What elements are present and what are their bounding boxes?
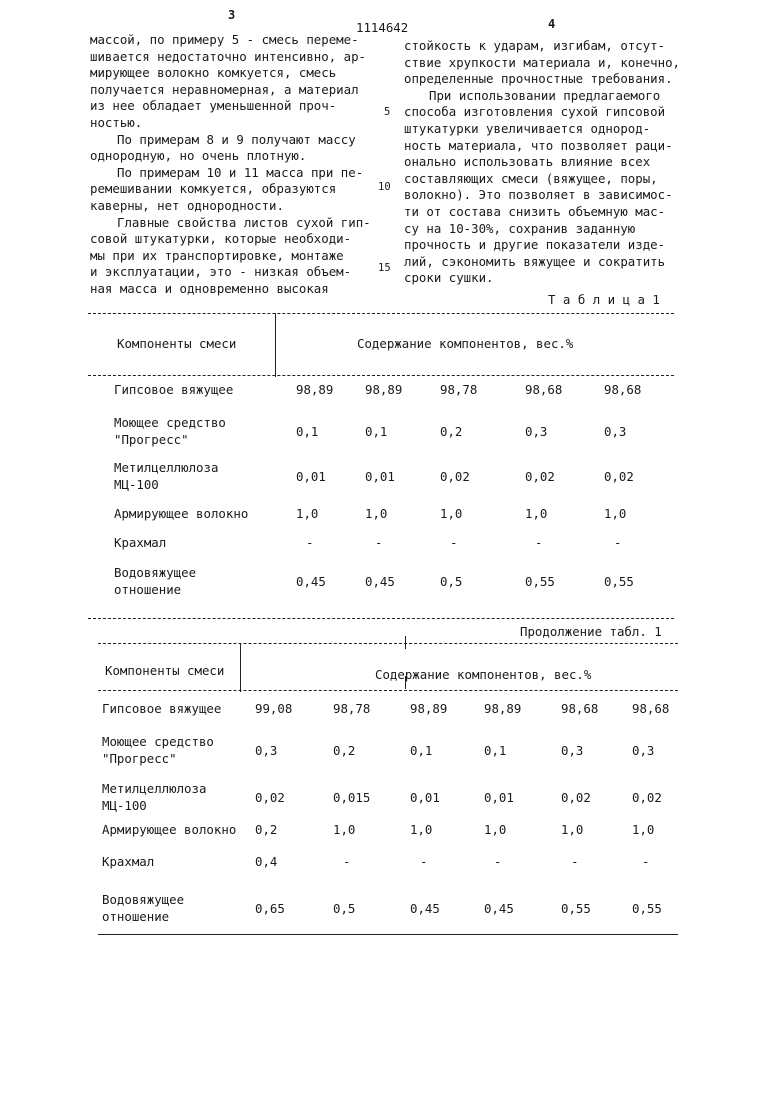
text-line: По примерам 10 и 11 масса при пе- [117, 164, 364, 180]
table2-row-label [102, 734, 214, 767]
row-label-line: Армирующее волокно [114, 506, 249, 521]
text-line: определенные прочностные требования. [404, 71, 673, 87]
table2-header-right: Содержание компонентов, вес.% [375, 667, 592, 682]
table1-cell: 0,45 [296, 574, 326, 589]
row-label-line: Армирующее волокно [102, 822, 237, 837]
table1-cell: 0,02 [525, 469, 555, 484]
table1-cell: 0,3 [525, 424, 548, 439]
patent-number: 1114642 [356, 20, 409, 35]
table2-cell: 1,0 [632, 822, 655, 837]
table1-cell: 0,55 [604, 574, 634, 589]
text-line: получается неравномерная, а материал [90, 81, 359, 97]
page-number-left: 3 [228, 8, 236, 22]
table1-header-divider [275, 313, 276, 377]
table1-row-label [114, 565, 196, 598]
table1-cell: 98,68 [604, 382, 642, 397]
table2-row-label [102, 892, 184, 925]
row-label-line: Крахмал [102, 854, 155, 869]
table1-header-left: Компоненты смеси [117, 336, 237, 351]
table2-cell: 0,02 [632, 790, 662, 805]
row-label-line: Водовяжущее [102, 892, 185, 907]
table2-cell: 0,3 [561, 743, 584, 758]
table2-header-divider [240, 643, 241, 692]
text-line: По примерам 8 и 9 получают массу [117, 131, 356, 147]
table2-cell: 1,0 [410, 822, 433, 837]
table2-top-tick [405, 636, 406, 649]
text-line: ремешивании комкуется, образуются [90, 181, 337, 197]
table1-cell: 0,2 [440, 424, 463, 439]
table2-cell: 98,68 [561, 701, 599, 716]
table2-cell: 1,0 [333, 822, 356, 837]
text-line: волокно). Это позволяет в зависимос- [404, 187, 673, 203]
table2-cell: 0,01 [410, 790, 440, 805]
text-line: однородную, но очень плотную. [90, 148, 307, 164]
table1-cell: 0,02 [440, 469, 470, 484]
table1-caption: Т а б л и ц а 1 [548, 292, 660, 307]
line-number: 10 [378, 181, 391, 193]
text-line: стойкость к ударам, изгибам, отсут- [404, 38, 666, 53]
table2-cell: 0,1 [410, 743, 433, 758]
table2-cell: - [343, 854, 351, 869]
text-line: онально использовать влияние всех [404, 154, 651, 170]
table1-cell: 98,68 [525, 382, 563, 397]
table2-cell: 98,89 [484, 701, 522, 716]
text-line: ствие хрупкости материала и, конечно, [404, 54, 681, 70]
table1-cell: 1,0 [440, 506, 463, 521]
table1-cell: 98,89 [296, 382, 334, 397]
text-line: совой штукатурки, которые необходи- [90, 231, 352, 247]
text-line: лий, сэкономить вяжущее и сократить [404, 253, 666, 269]
line-number: 5 [384, 106, 391, 118]
table2-cell: - [420, 854, 428, 869]
page-number-right: 4 [548, 17, 556, 31]
table1-cell: 0,1 [296, 424, 319, 439]
row-label-line: Метилцеллюлоза [102, 781, 207, 796]
table1-row-label [114, 506, 248, 523]
table2-caption: Продолжение табл. 1 [520, 624, 662, 639]
table1-cell: 1,0 [525, 506, 548, 521]
text-line: При использовании предлагаемого [429, 87, 661, 103]
table2-cell: 1,0 [484, 822, 507, 837]
table1-cell: - [450, 535, 458, 550]
table2-cell: 0,02 [561, 790, 591, 805]
row-label-line: МЦ-100 [114, 476, 159, 492]
table2-cell: - [494, 854, 502, 869]
row-label-line: "Прогресс" [102, 750, 177, 766]
text-line: каверны, нет однородности. [90, 197, 284, 213]
row-label-line: "Прогресс" [114, 431, 189, 447]
table1-cell: - [614, 535, 622, 550]
left-text-column [90, 32, 390, 298]
text-line: ность материала, что позволяет раци- [404, 137, 673, 153]
table1-row-label [114, 382, 233, 399]
table1-cell: 0,3 [604, 424, 627, 439]
table1-cell: 98,78 [440, 382, 478, 397]
text-line: и эксплуатации, это - низкая объем- [90, 264, 352, 280]
row-label-line: Моющее средство [102, 734, 214, 749]
table1-cell: - [306, 535, 314, 550]
table2-row-label [102, 701, 221, 718]
table2-cell: 98,68 [632, 701, 670, 716]
text-line: ти от состава снизить объемную мас- [404, 203, 666, 219]
table2-cell: 0,2 [255, 822, 278, 837]
row-label-line: Крахмал [114, 535, 167, 550]
table2-row-label [102, 822, 236, 839]
text-line: су на 10-30%, сохранив заданную [404, 220, 636, 236]
row-label-line: Гипсовое вяжущее [114, 382, 234, 397]
table1-cell: - [375, 535, 383, 550]
row-label-line: отношение [102, 908, 170, 924]
table1-cell: 1,0 [604, 506, 627, 521]
table1-cell: 0,01 [296, 469, 326, 484]
table2-cell: 0,3 [632, 743, 655, 758]
table2-cell: 0,015 [333, 790, 371, 805]
table2-header-rule [98, 690, 678, 691]
table2-cell: 0,01 [484, 790, 514, 805]
row-label-line: Гипсовое вяжущее [102, 701, 222, 716]
table2-cell: 0,55 [561, 901, 591, 916]
table2-cell: 0,45 [410, 901, 440, 916]
text-line: способа изготовления сухой гипсовой [404, 104, 666, 120]
table1-cell: 0,01 [365, 469, 395, 484]
table2-cell: 0,3 [255, 743, 278, 758]
table1-cell: 1,0 [296, 506, 319, 521]
text-line: штукатурки увеличивается однород- [404, 120, 651, 136]
table2-cell: - [571, 854, 579, 869]
table1-cell: 98,89 [365, 382, 403, 397]
table2-cell: 1,0 [561, 822, 584, 837]
text-line: мирующее волокно комкуется, смесь [90, 65, 337, 81]
table1-cell: 0,1 [365, 424, 388, 439]
table2-row-label [102, 854, 154, 871]
table1-row-label [114, 460, 218, 493]
table1-cell: 0,45 [365, 574, 395, 589]
table2-cell: - [642, 854, 650, 869]
table2-row-label [102, 781, 206, 814]
text-line: ностью. [90, 114, 143, 130]
table2-cell: 0,45 [484, 901, 514, 916]
text-line: прочность и другие показатели изде- [404, 237, 666, 253]
table1-cell: 0,02 [604, 469, 634, 484]
table1-cell: 0,5 [440, 574, 463, 589]
row-label-line: МЦ-100 [102, 797, 147, 813]
table1-header-right: Содержание компонентов, вес.% [357, 336, 574, 351]
text-line: шивается недостаточно интенсивно, ар- [90, 48, 367, 64]
table1-cell: 1,0 [365, 506, 388, 521]
right-text-column [404, 38, 704, 287]
table2-cell: 99,08 [255, 701, 293, 716]
text-line: составляющих смеси (вяжущее, поры, [404, 170, 658, 186]
text-line: ная масса и одновременно высокая [90, 280, 329, 296]
table1-bottom-rule [88, 618, 674, 619]
text-line: массой, по примеру 5 - смесь переме- [90, 32, 359, 47]
text-line: из нее обладает уменьшенной проч- [90, 98, 337, 114]
table2-cell: 0,1 [484, 743, 507, 758]
row-label-line: отношение [114, 581, 182, 597]
table1-row-label [114, 415, 226, 448]
table1-cell: 0,55 [525, 574, 555, 589]
row-label-line: Водовяжущее [114, 565, 197, 580]
table1-cell: - [535, 535, 543, 550]
row-label-line: Метилцеллюлоза [114, 460, 219, 475]
table2-cell: 0,55 [632, 901, 662, 916]
table1-header-rule [88, 375, 674, 376]
text-line: Главные свойства листов сухой гип- [117, 214, 371, 230]
table2-cell: 0,02 [255, 790, 285, 805]
table2-cell: 98,78 [333, 701, 371, 716]
table1-top-rule [88, 313, 674, 314]
table2-cell: 0,2 [333, 743, 356, 758]
table1-row-label [114, 535, 166, 552]
row-label-line: Моющее средство [114, 415, 226, 430]
table2-cell: 0,4 [255, 854, 278, 869]
table2-cell: 0,65 [255, 901, 285, 916]
text-line: мы при их транспортировке, монтаже [90, 247, 344, 263]
line-number: 15 [378, 262, 391, 274]
table2-header-left: Компоненты смеси [105, 663, 225, 678]
table2-mid-tick [405, 676, 406, 689]
table2-cell: 98,89 [410, 701, 448, 716]
table2-cell: 0,5 [333, 901, 356, 916]
text-line: сроки сушки. [404, 270, 494, 286]
table2-top-rule [98, 643, 678, 644]
table2-bottom-rule [98, 934, 678, 935]
